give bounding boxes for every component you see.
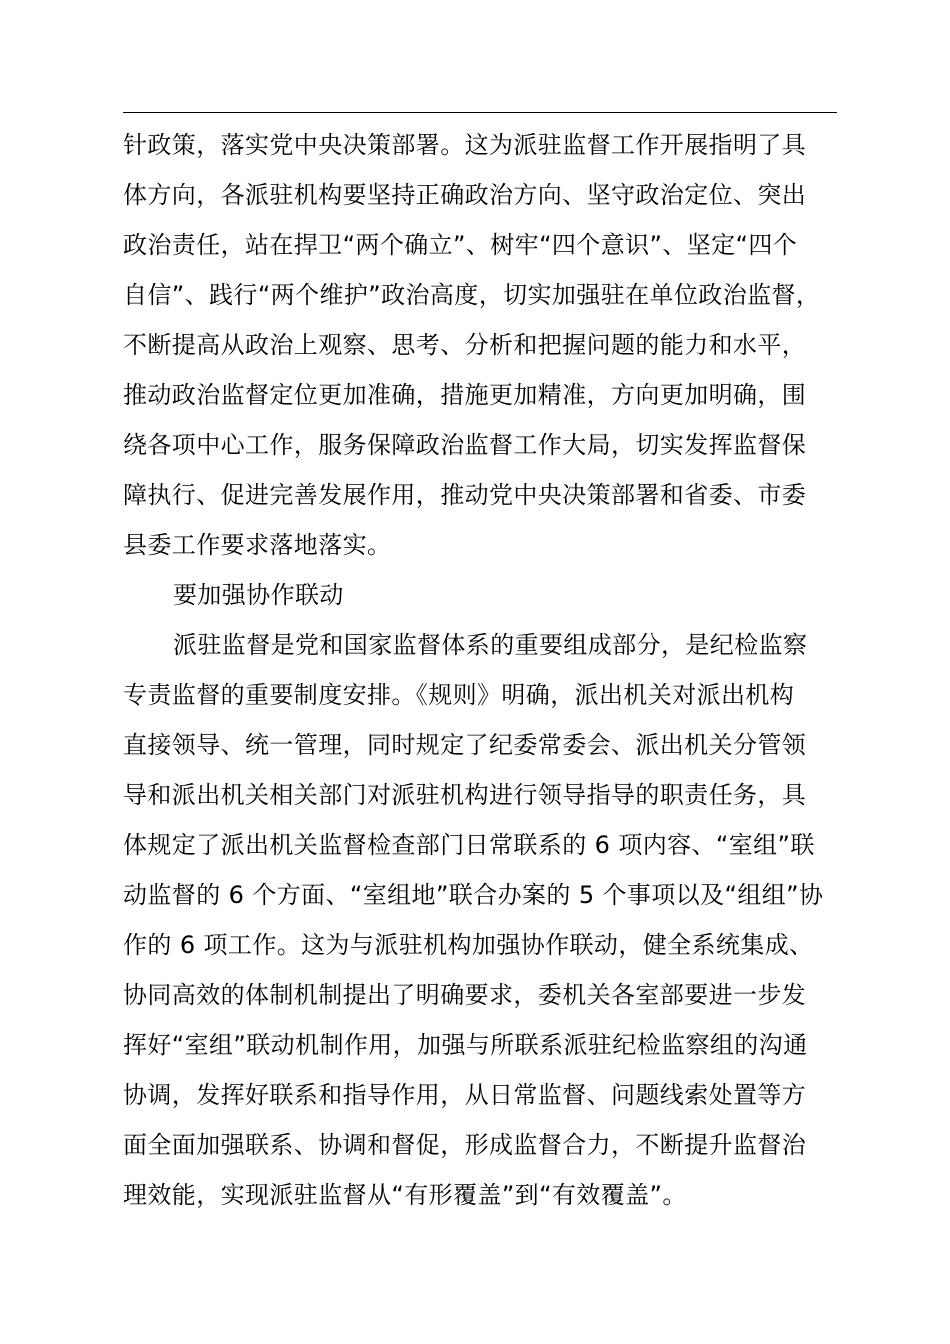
text-line: 直接领导、统一管理，同时规定了纪委常委会、派出机关分管领 — [123, 731, 807, 759]
text-line: 绕各项中心工作，服务保障政治监督工作大局，切实发挥监督保 — [123, 431, 807, 459]
text-line: 导和派出机关相关部门对派驻机构进行领导指导的职责任务，具 — [123, 781, 807, 809]
section-heading: 要加强协作联动 — [173, 581, 344, 609]
text-line: 挥好“室组”联动机制作用，加强与所联系派驻纪检监察组的沟通 — [123, 1031, 808, 1059]
text-line: 理效能，实现派驻监督从“有形覆盖”到“有效覆盖”。 — [123, 1181, 687, 1209]
text-line: 推动政治监督定位更加准确，措施更加精准，方向更加明确，围 — [123, 381, 807, 409]
text-line: 专责监督的重要制度安排。《规则》明确，派出机关对派出机构 — [123, 681, 795, 709]
text-line: 政治责任，站在捍卫“两个确立”、树牢“四个意识”、坚定“四个 — [123, 231, 798, 259]
text-line: 体规定了派出机关监督检查部门日常联系的 6 项内容、“室组”联 — [123, 831, 815, 859]
text-line: 面全面加强联系、协调和督促，形成监督合力，不断提升监督治 — [123, 1131, 807, 1159]
text-line: 体方向，各派驻机构要坚持正确政治方向、坚守政治定位、突出 — [123, 181, 807, 209]
text-line: 派驻监督是党和国家监督体系的重要组成部分，是纪检监察 — [173, 631, 808, 659]
text-line: 动监督的 6 个方面、“室组地”联合办案的 5 个事项以及“组组”协 — [123, 881, 824, 909]
text-line: 作的 6 项工作。这为与派驻机构加强协作联动，健全系统集成、 — [123, 931, 814, 959]
text-line: 县委工作要求落地落实。 — [123, 531, 392, 559]
body-text — [123, 120, 843, 1220]
text-line: 协调，发挥好联系和指导作用，从日常监督、问题线索处置等方 — [123, 1081, 807, 1109]
text-line: 针政策，落实党中央决策部署。这为派驻监督工作开展指明了具 — [123, 131, 807, 159]
text-line: 不断提高从政治上观察、思考、分析和把握问题的能力和水平， — [123, 331, 807, 359]
text-line: 协同高效的体制机制提出了明确要求，委机关各室部要进一步发 — [123, 981, 807, 1009]
header-rule — [123, 112, 837, 113]
text-line: 障执行、促进完善发展作用，推动党中央决策部署和省委、市委 — [123, 481, 807, 509]
text-line: 自信”、践行“两个维护”政治高度，切实加强驻在单位政治监督， — [123, 281, 821, 309]
